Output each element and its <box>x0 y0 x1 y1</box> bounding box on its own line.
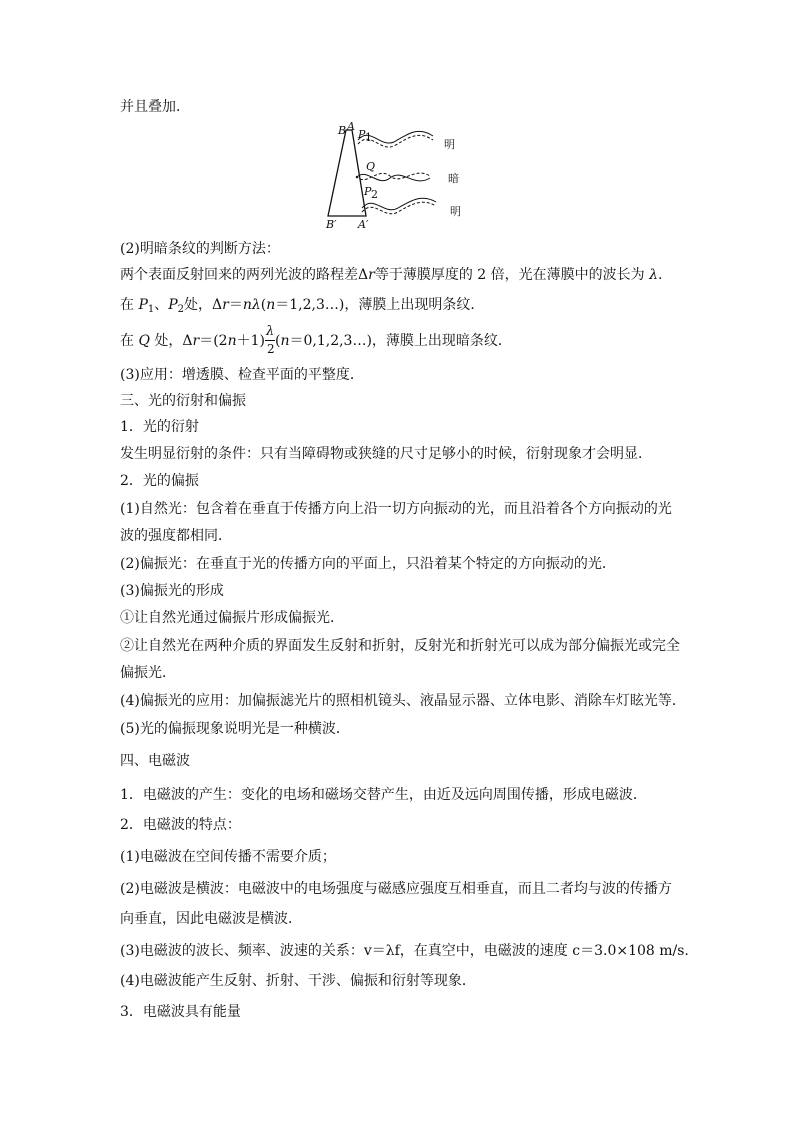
text-line: 两个表面反射回来的两列光波的路程差Δr等于薄膜厚度的 2 倍，光在薄膜中的波长为 λ. <box>120 267 663 283</box>
text-line: 偏振光． <box>120 665 176 681</box>
text-line: 1．电磁波的产生：变化的电场和磁场交替产生，由近及远向周围传播，形成电磁波． <box>120 787 647 803</box>
label-p1-sub: 1 <box>365 131 372 144</box>
text-line: (3)偏振光的形成 <box>120 583 224 599</box>
label-b-prime: B′ <box>326 218 337 231</box>
text-line: (3)电磁波的波长、频率、波速的关系：v＝λf，在真空中，电磁波的速度 c＝3.0×108 m/s. <box>120 943 689 959</box>
label-dark: 暗 <box>448 172 459 185</box>
thin-film-wedge <box>328 130 366 216</box>
text-line: 波的强度都相同． <box>120 528 232 544</box>
text-line: ②让自然光在两种介质的界面发生反射和折射，反射光和折射光可以成为部分偏振光或完全 <box>120 638 680 654</box>
label-p2-sub: 2 <box>371 188 378 201</box>
label-bright-top: 明 <box>444 138 455 151</box>
label-p2: P <box>364 185 372 198</box>
text-line: 在 $P_1$、$P_2$处，Δr＝nλ(n＝1,2,3…)，薄膜上出现明条纹． <box>120 297 485 315</box>
section-heading: 三、光的衍射和偏振 <box>120 393 246 409</box>
label-a: A <box>347 120 355 133</box>
text-line: (2)电磁波是横波：电磁波中的电场强度与磁感应强度互相垂直，而且二者均与波的传播方 <box>120 881 672 897</box>
text-line: (2)明暗条纹的判断方法： <box>120 241 280 257</box>
subheading: 2．电磁波的特点： <box>120 817 241 833</box>
text-line: (1)电磁波在空间传播不需要介质； <box>120 849 336 865</box>
text-line: (2)偏振光：在垂直于光的传播方向的平面上，只沿着某个特定的方向振动的光． <box>120 556 616 572</box>
label-p: P <box>358 128 366 141</box>
label-bright-bottom: 明 <box>450 205 461 218</box>
section-heading: 四、电磁波 <box>120 753 190 769</box>
label-b: B <box>338 124 347 137</box>
subheading: 2．光的偏振 <box>120 473 199 489</box>
text-line: 在 Q 处，Δr＝(2n＋1) $\frac{\lambda}{2}$ (n＝0,1,2,3…)，薄膜上出现暗条纹． <box>120 324 512 356</box>
text-line: 向垂直，因此电磁波是横波． <box>120 911 302 927</box>
subheading: 3．电磁波具有能量 <box>120 1004 241 1020</box>
text-line: (4)偏振光的应用：加偏振滤光片的照相机镜头、液晶显示器、立体电影、消除车灯眩光等． <box>120 693 686 709</box>
text-line: 发生明显衍射的条件：只有当障碍物或狭缝的尺寸足够小的时候，衍射现象才会明显． <box>120 446 652 462</box>
text-line: (5)光的偏振现象说明光是一种横波． <box>120 721 350 737</box>
text-line: (4)电磁波能产生反射、折射、干涉、偏振和衍射等现象． <box>120 973 476 989</box>
text-line: 并且叠加． <box>120 99 190 115</box>
subheading: 1．光的衍射 <box>120 419 199 435</box>
text-line: ①让自然光通过偏振片形成偏振光． <box>120 610 344 626</box>
fraction-lambda-over-2: $\frac{\lambda}{2}$ <box>265 324 275 356</box>
text-line: (1)自然光：包含着在垂直于传播方向上沿一切方向振动的光，而且沿着各个方向振动的光 <box>120 501 672 517</box>
label-a-prime: A′ <box>358 218 369 231</box>
text-line: (3)应用：增透膜、检查平面的平整度． <box>120 367 364 383</box>
label-q: Q <box>366 160 376 173</box>
thin-film-interference-figure <box>318 118 478 233</box>
